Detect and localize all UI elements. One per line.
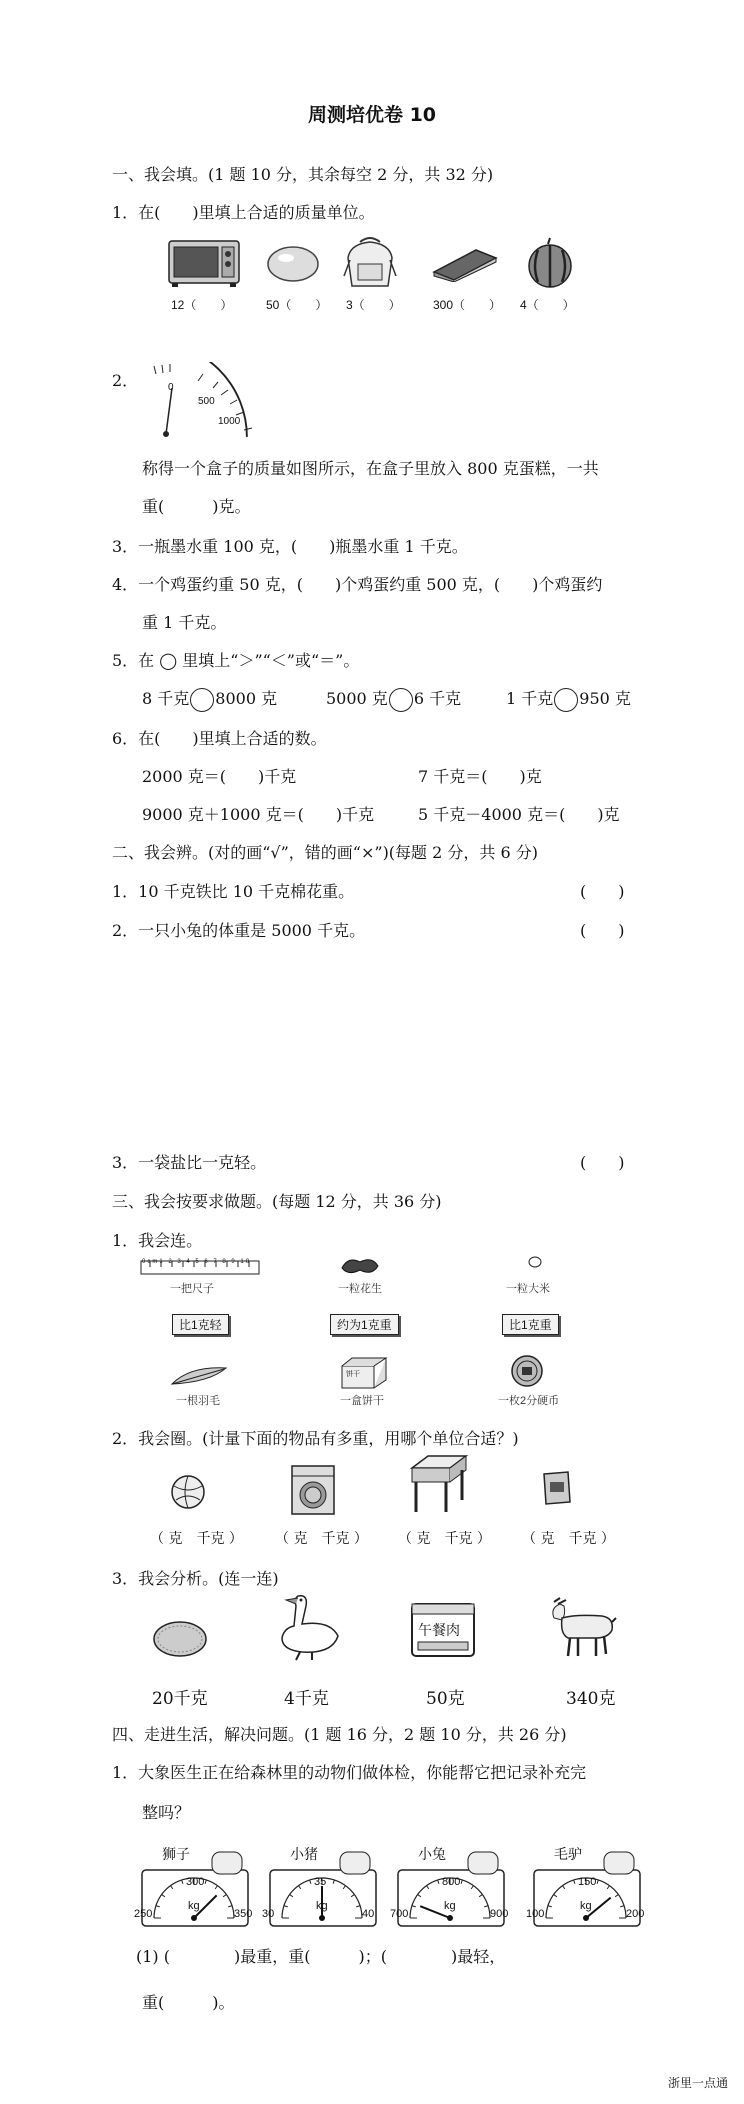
q3-3-text: 3．我会分析。(连一连) (112, 1569, 279, 1588)
q1-item-5: 4（ ） (520, 298, 575, 312)
q1-5-text: 5．在 ◯ 里填上“＞”“＜”或“＝”。 (112, 651, 360, 670)
q4-1-answer-line1: (1) ( )最重，重( )；( )最轻， (136, 1947, 506, 1966)
scale-name: 毛驴 (554, 1846, 582, 1862)
q1-6-c: 9000 克＋1000 克＝( )千克 (142, 805, 375, 824)
dial-label-0: 0 (168, 382, 174, 393)
page-title: 周测培优卷 10 (307, 104, 437, 126)
compare-circle-2[interactable] (389, 688, 413, 712)
scale-mid-label: 150 (578, 1876, 597, 1888)
scale-max-label: 350 (234, 1908, 253, 1920)
pancake-icon (152, 1620, 208, 1658)
watermelon-icon (526, 236, 574, 290)
backpack-icon (340, 236, 400, 290)
q1-2-line2: 重( )克。 (142, 497, 251, 516)
weight-4[interactable]: 340克 (566, 1689, 616, 1709)
compare-right-2: 6 千克 (413, 689, 462, 708)
q3-2-option-3[interactable]: （ 克 千克 ） (398, 1531, 491, 1547)
ruler-label: 0cm1 2 3 4 5 6 7 8 9 10 (142, 1259, 252, 1265)
footer-brand: 浙里一点通 (668, 2076, 729, 2090)
scale-mid-label: 300 (186, 1876, 205, 1888)
rice-grain-icon (526, 1254, 544, 1270)
weight-1[interactable]: 20千克 (152, 1689, 208, 1709)
scale-unit: kg (444, 1900, 456, 1912)
snack-bag-icon (538, 1470, 574, 1506)
donkey-icon (606, 1852, 632, 1872)
book-icon (430, 246, 498, 282)
q2-2-answer[interactable]: ( ) (580, 921, 625, 940)
item-feather: 一根羽毛 (176, 1395, 220, 1407)
scale-name: 小猪 (290, 1846, 318, 1862)
q1-item-1: 12（ ） (171, 298, 233, 312)
q2-3-answer[interactable]: ( ) (580, 1153, 625, 1172)
scale-name: 小兔 (418, 1846, 446, 1862)
scale-unit: kg (316, 1900, 328, 1912)
scale-max-label: 900 (490, 1908, 509, 1920)
scale-name: 狮子 (162, 1846, 190, 1862)
q1-6-d: 5 千克－4000 克＝( )克 (418, 805, 620, 824)
q4-1-answer-line2: 重( )。 (142, 1993, 235, 2012)
compare-left-1: 8 千克 (142, 689, 190, 708)
scale-min-label: 700 (390, 1908, 409, 1920)
washing-machine-icon (290, 1464, 336, 1516)
coin-icon (510, 1354, 544, 1388)
dial-label-500: 500 (198, 396, 215, 407)
compare-right-1: 8000 克 (215, 689, 278, 708)
item-peanut: 一粒花生 (338, 1283, 382, 1295)
q2-1: 1．10 千克铁比 10 千克棉花重。 (112, 882, 355, 901)
q2-3: 3．一袋盐比一克轻。 (112, 1153, 267, 1172)
box-heavier[interactable]: 比1克重 (502, 1314, 559, 1335)
q3-2-option-4[interactable]: （ 克 千克 ） (522, 1531, 615, 1547)
section2-heading: 二、我会辨。(对的画“√”，错的画“×”)(每题 2 分，共 6 分) (112, 843, 538, 862)
scale-unit: kg (580, 1900, 592, 1912)
scale-min-label: 100 (526, 1908, 545, 1920)
scale-mid-label: 35 (314, 1876, 327, 1888)
q2-2: 2．一只小兔的体重是 5000 千克。 (112, 921, 366, 940)
lion-icon (214, 1852, 240, 1872)
q1-6-b: 7 千克＝( )克 (418, 767, 542, 786)
q3-2-option-1[interactable]: （ 克 千克 ） (150, 1531, 243, 1547)
q1-1-text: 1．在( )里填上合适的质量单位。 (112, 203, 375, 222)
section3-heading: 三、我会按要求做题。(每题 12 分，共 36 分) (112, 1192, 442, 1211)
compare-left-2: 5000 克 (326, 689, 388, 708)
q1-3: 3．一瓶墨水重 100 克，( )瓶墨水重 1 千克。 (112, 537, 468, 556)
ball-icon (170, 1474, 206, 1510)
scale-mid-label: 800 (442, 1876, 461, 1888)
scale-max-label: 40 (362, 1908, 375, 1920)
q4-1-line1: 1．大象医生正在给森林里的动物们做体检，你能帮它把记录补充完 (112, 1763, 587, 1782)
scale-max-label: 200 (626, 1908, 645, 1920)
q2-1-answer[interactable]: ( ) (580, 882, 625, 901)
scale-min-label: 30 (262, 1908, 275, 1920)
pig-icon (342, 1852, 368, 1872)
goat-icon (546, 1596, 618, 1660)
q1-item-3: 3（ ） (346, 298, 401, 312)
rabbit-icon (470, 1852, 496, 1872)
q1-5-part-2 (326, 686, 461, 712)
compare-left-3: 1 千克 (506, 689, 554, 708)
q3-1-text: 1．我会连。 (112, 1231, 203, 1250)
scale-min-label: 250 (134, 1908, 153, 1920)
q1-item-2: 50（ ） (266, 298, 328, 312)
q4-1-line2: 整吗？ (142, 1803, 191, 1822)
biscuit-label: 饼干 (346, 1371, 360, 1378)
item-rice: 一粒大米 (506, 1283, 550, 1295)
goose-icon (272, 1590, 342, 1662)
q1-5-part-3 (506, 686, 631, 712)
feather-icon (170, 1364, 230, 1386)
q3-2-text: 2．我会圈。(计量下面的物品有多重，用哪个单位合适？) (112, 1429, 519, 1448)
peanut-icon (340, 1256, 380, 1276)
item-biscuit: 一盒饼干 (340, 1395, 384, 1407)
q1-5-part-1 (142, 686, 277, 712)
microwave-icon (168, 240, 240, 288)
scale-unit: kg (188, 1900, 200, 1912)
compare-right-3: 950 克 (579, 689, 631, 708)
weight-3[interactable]: 50克 (426, 1689, 465, 1709)
desk-icon (408, 1452, 470, 1514)
compare-circle-3[interactable] (554, 688, 578, 712)
q1-6-text: 6．在( )里填上合适的数。 (112, 729, 327, 748)
dial-label-1000: 1000 (218, 416, 241, 427)
item-coin: 一枚2分硬币 (498, 1395, 560, 1407)
item-ruler: 一把尺子 (170, 1283, 214, 1295)
q1-2-num: 2． (112, 371, 139, 390)
box-about[interactable]: 约为1克重 (330, 1314, 399, 1335)
section4-heading: 四、走进生活，解决问题。(1 题 16 分，2 题 10 分，共 26 分) (112, 1725, 567, 1744)
section1-heading: 一、我会填。(1 题 10 分，其余每空 2 分，共 32 分) (112, 165, 494, 184)
q1-2-line1: 称得一个盒子的质量如图所示，在盒子里放入 800 克蛋糕，一共 (142, 459, 599, 478)
q1-4-line1: 4．一个鸡蛋约重 50 克，( )个鸡蛋约重 500 克，( )个鸡蛋约 (112, 575, 603, 594)
q1-item-4: 300（ ） (433, 298, 502, 312)
q3-2-option-2[interactable]: （ 克 千克 ） (275, 1531, 368, 1547)
box-lighter[interactable]: 比1克轻 (172, 1314, 229, 1335)
q1-6-a: 2000 克＝( )千克 (142, 767, 297, 786)
compare-circle-1[interactable] (190, 688, 214, 712)
q1-4-line2: 重 1 千克。 (142, 613, 227, 632)
egg-icon (266, 244, 320, 284)
weight-2[interactable]: 4千克 (284, 1689, 329, 1709)
can-label: 午餐肉 (418, 1622, 460, 1638)
